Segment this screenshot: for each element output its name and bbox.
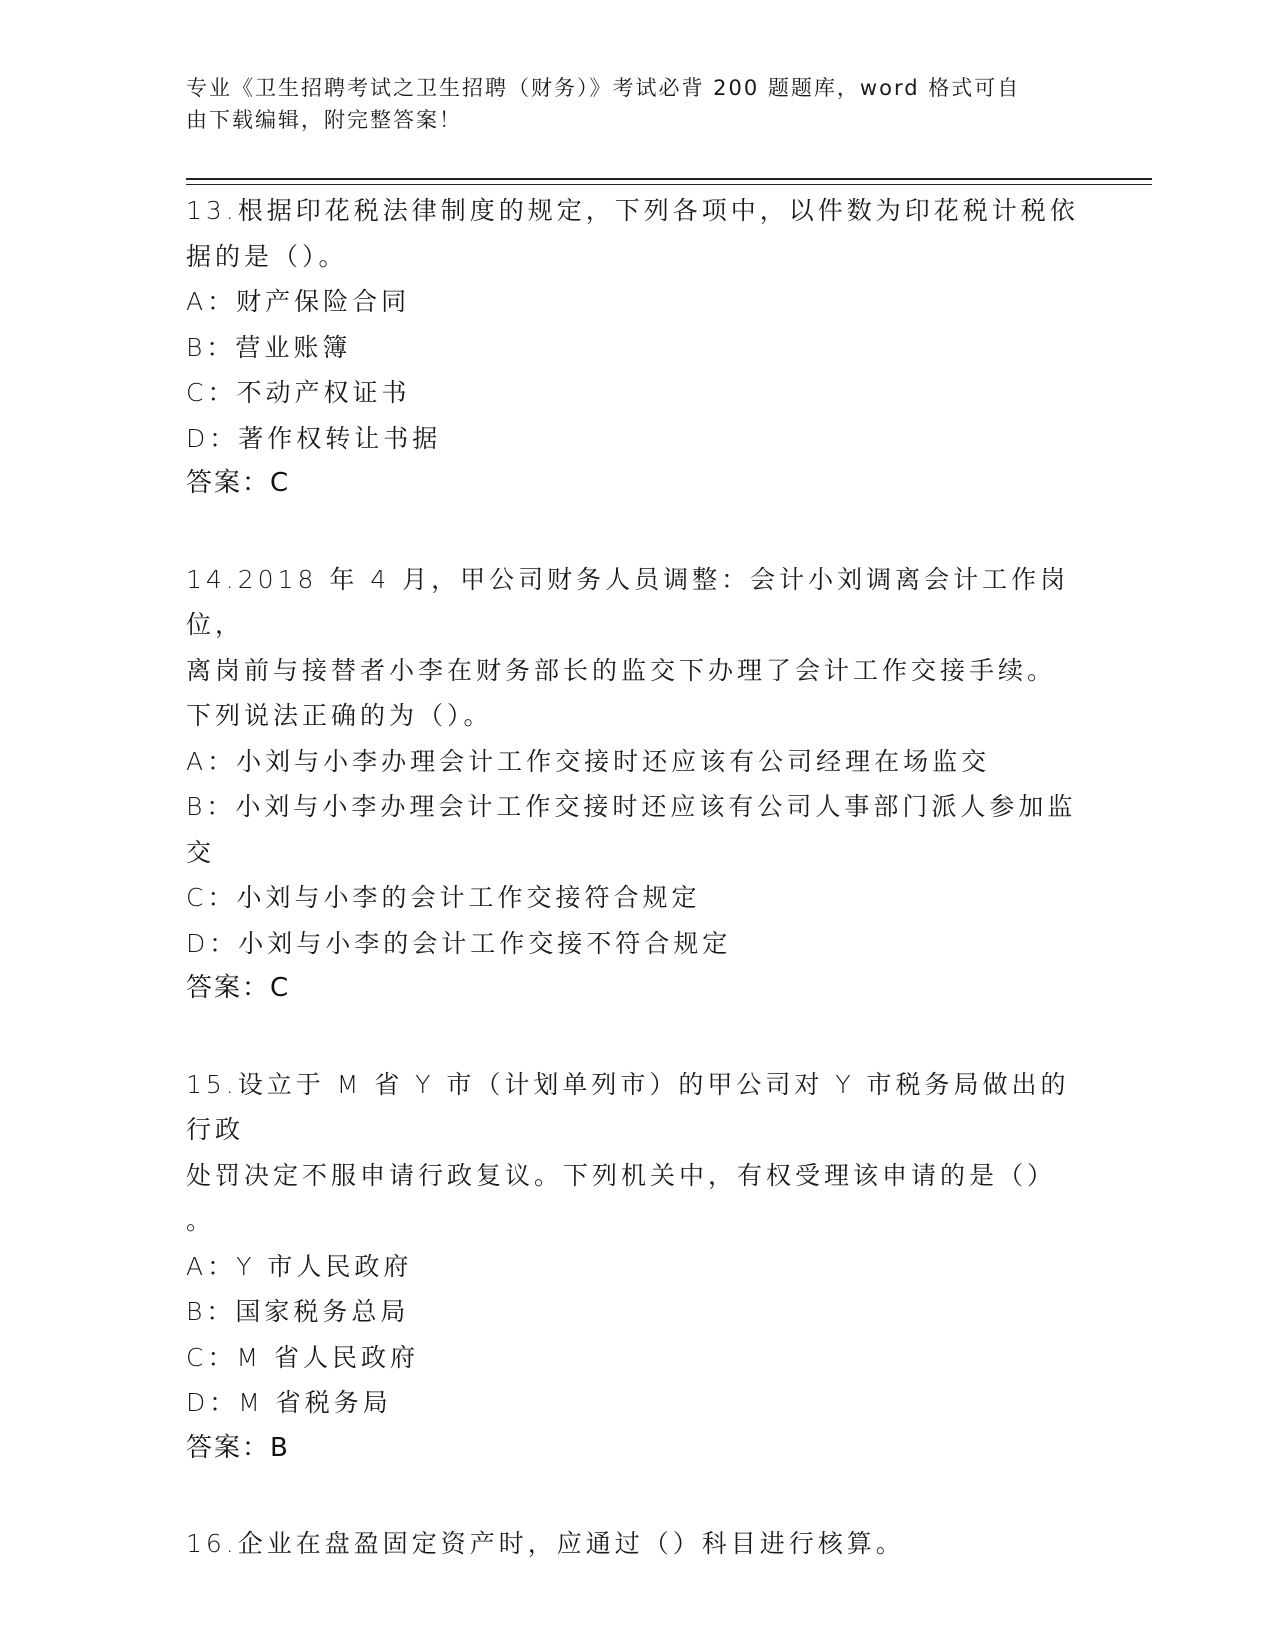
question-stem-line: 处罚决定不服申请行政复议。下列机关中，有权受理该申请的是（） (186, 1160, 1057, 1190)
answer-key: 答案：C (186, 973, 291, 1003)
answer-option: A：小刘与小李办理会计工作交接时还应该有公司经理在场监交 (186, 746, 991, 776)
question-stem-line: 13.根据印花税法律制度的规定，下列各项中，以件数为印花税计税依 (186, 196, 1079, 225)
answer-option: D：M 省税务局 (186, 1388, 392, 1417)
question-block (186, 1521, 1086, 1567)
header-divider-thin (186, 184, 1152, 185)
answer-option: D：著作权转让书据 (186, 423, 442, 453)
header-line-1: 专业《卫生招聘考试之卫生招聘（财务）》考试必背 200 题题库，word 格式可自 (186, 76, 1021, 100)
answer-option: A：财产保险合同 (186, 287, 411, 316)
question-stem-line: 15.设立于 M 省 Y 市（计划单列市）的甲公司对 Y 市税务局做出的行政 (186, 1069, 1070, 1144)
answer-option: C：M 省人民政府 (186, 1342, 419, 1372)
question-stem-line: 。 (186, 1206, 216, 1235)
answer-option: C：小刘与小李的会计工作交接符合规定 (186, 883, 701, 912)
question-stem-line: 下列说法正确的为（）。 (186, 701, 493, 730)
question-block (186, 1062, 1086, 1472)
question-stem-line: 14.2018 年 4 月，甲公司财务人员调整：会计小刘调离会计工作岗位， (186, 564, 1070, 639)
answer-option: B：营业账簿 (186, 332, 352, 362)
answer-option: A：Y 市人民政府 (186, 1251, 413, 1281)
answer-key: 答案：B (186, 1432, 290, 1463)
question-block (186, 188, 1086, 507)
answer-option: B：国家税务总局 (186, 1297, 410, 1326)
header-divider-thick (186, 178, 1152, 180)
question-list (186, 188, 1086, 1617)
question-stem-line: 离岗前与接替者小李在财务部长的监交下办理了会计工作交接手续。 (186, 655, 1057, 685)
answer-option: C：不动产权证书 (186, 378, 411, 407)
document-header (186, 72, 1066, 136)
answer-option: B：小刘与小李办理会计工作交接时还应该有公司人事部门派人参加监 (186, 792, 1077, 821)
question-stem-line: 16.企业在盘盈固定资产时，应通过（）科目进行核算。 (186, 1529, 905, 1558)
answer-option: 交 (186, 837, 216, 867)
answer-key: 答案：C (186, 468, 291, 498)
question-block (186, 557, 1086, 1012)
question-stem-line: 据的是（）。 (186, 241, 348, 271)
answer-option: D：小刘与小李的会计工作交接不符合规定 (186, 928, 732, 958)
header-line-2: 由下载编辑，附完整答案！ (186, 108, 462, 132)
